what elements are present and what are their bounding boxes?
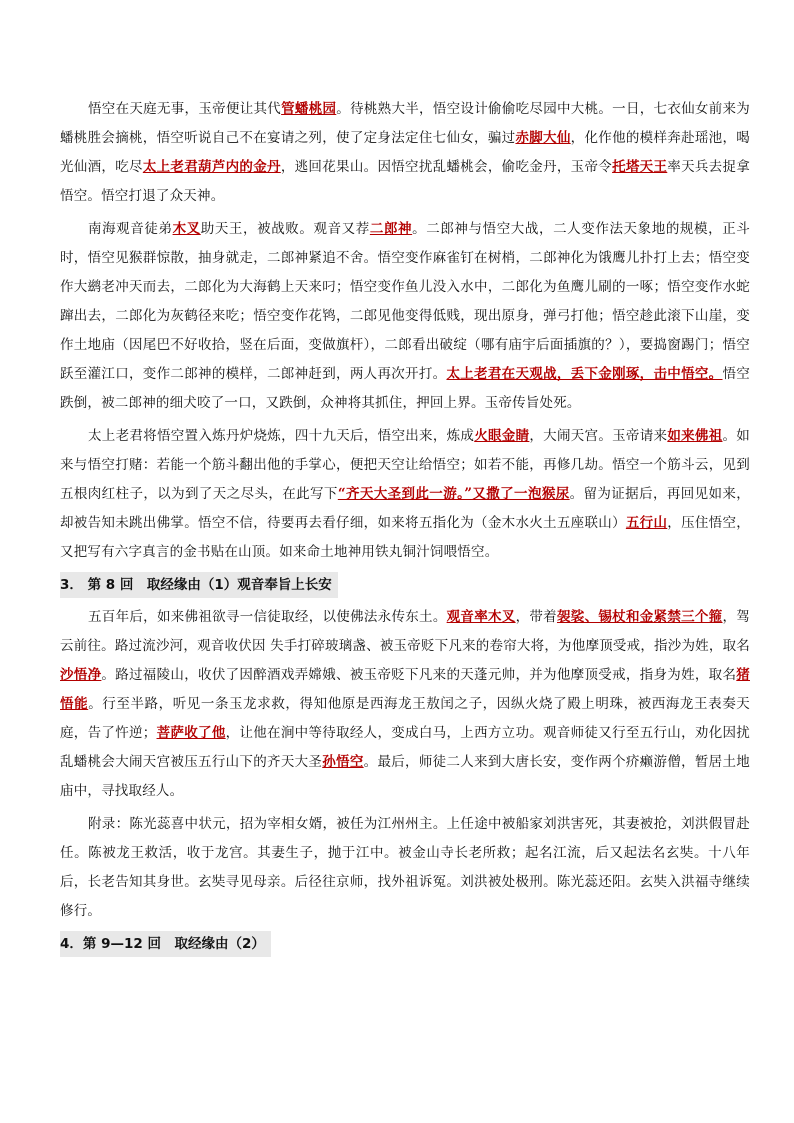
keyword-highlight: 火眼金睛 (474, 428, 530, 444)
keyword-highlight: 菩萨收了他 (156, 725, 226, 741)
text-span: 南海观音徒弟 (88, 221, 173, 237)
keyword-highlight: 赤脚大仙 (515, 130, 571, 146)
text-span: 五百年后，如来佛祖欲寻一信徒取经，以使佛法永传东土。 (88, 609, 447, 625)
text-span: 悟空跌倒，被二郎神的细犬咬了一口，又跌倒，众神将其抓住，押回上界。玉帝传旨处死。 (60, 366, 751, 411)
paragraph-erlang-battle (60, 215, 750, 418)
text-span: 。路过福陵山，收伏了因醉酒戏弄嫦娥、被玉帝贬下凡来的天蓬元帅，并为他摩顶受戒，指身为姓，取名 (101, 667, 737, 683)
text-span: 。留为证据后，再回见如来，却被告知未跳出佛掌。悟空不信，待要再去看仔细，如来将五指化为（金木水火土五座联山） (60, 486, 751, 531)
text-span: ，大闹天宫。玉帝请来 (529, 428, 668, 444)
section-heading-4-wrap (60, 929, 750, 959)
keyword-highlight: 木叉 (172, 221, 201, 237)
keyword-highlight: 袈裟、锡杖和金紧禁三个箍 (556, 609, 723, 625)
text-span: 太上老君将悟空置入炼丹炉烧炼，四十九天后，悟空出来，炼成 (88, 428, 475, 444)
paragraph-five-element-mountain (60, 422, 750, 567)
keyword-highlight: 孙悟空 (322, 754, 364, 770)
text-span: 。如来与悟空打赌：若能一个筋斗翻出他的手掌心，便把天空让给悟空；如若不能，再修几劫。悟空一个筋斗云，见到五根肉红柱子，以为到了天之尽头，在此写下 (60, 428, 750, 502)
section-heading-chapter-8: 3． 第 8 回 取经缘由（1）观音奉旨上长安 (60, 572, 338, 598)
text-span: 。待桃熟大半，悟空设计偷偷吃尽园中大桃。一日，七衣仙女前来为蟠桃胜会摘桃，悟空听说自己不在宴请之列，使了定身法定住七仙女，骗过 (60, 101, 750, 146)
text-span: 助天王，被战败。观音又荐 (200, 221, 370, 237)
keyword-highlight: 猪悟能 (60, 667, 750, 712)
keyword-highlight: 太上老君在天观战，丢下金刚琢，击中悟空。 (446, 366, 723, 382)
paragraph-peach-garden (60, 95, 750, 211)
keyword-highlight: 五行山 (625, 515, 668, 531)
section-heading-3-wrap (60, 570, 750, 600)
text-span: ，化作他的模样奔赴瑶池，喝光仙酒，吃尽 (60, 130, 750, 175)
keyword-highlight: 管蟠桃园 (281, 101, 337, 117)
keyword-highlight: 沙悟净 (60, 667, 102, 683)
text-span: 。行至半路，听见一条玉龙求救，得知他原是西海龙王敖闰之子，因纵火烧了殿上明珠，被西海龙王表奏天庭，告了忤逆； (60, 696, 750, 741)
keyword-highlight: 观音率木叉 (446, 609, 516, 625)
keyword-highlight: 如来佛祖 (667, 428, 723, 444)
text-span: 。二郎神与悟空大战，二人变作法天象地的规模，正斗时，悟空见猴群惊散，抽身就走，二郎神紧追不舍。悟空变作麻雀钉在树梢，二郎神化为饿鹰儿扑打上去；悟空变作大鹚老冲天而去，二郎化为大海鹤上天来叼；悟空变作鱼儿没入水中，二郎化为鱼鹰儿刷的一啄；悟空变作水蛇蹿出去，二郎化为灰鹤径来吃；悟空变作花鸨，二郎见他变得低贱，现出原身，弹弓打他；悟空趁此滚下山崖，变作土地庙（因尾巴不好收拾，竖在后面，变做旗杆），二郎看出破绽（哪有庙宇后面插旗的？），要捣窗踢门；悟空跃至灌江口，变作二郎神的模样，二郎神赶到，两人再次开打。 (60, 221, 750, 382)
section-heading-chapter-9-12: 4．第 9—12 回 取经缘由（2） (60, 931, 271, 957)
text-span: 悟空在天庭无事，玉帝便让其代 (88, 101, 282, 117)
keyword-highlight: 太上老君葫芦内的金丹 (142, 159, 281, 175)
keyword-highlight: “齐天大圣到此一游。”又撒了一泡猴尿 (337, 486, 570, 502)
text-span: ，压住悟空，又把写有六字真言的金书贴在山顶。如来命土地神用铁丸铜汁饲喂悟空。 (60, 515, 750, 560)
text-span: ，让他在涧中等待取经人，变成白马，上西方立功。观音师徒又行至五行山，劝化因扰乱蟠桃会大闹天宫被压五行山下的齐天大圣 (60, 725, 751, 770)
document-body (60, 95, 750, 962)
text-span: ，带着 (515, 609, 557, 625)
paragraph-guanyin-journey (60, 603, 750, 806)
keyword-highlight: 二郎神 (369, 221, 413, 237)
keyword-highlight: 托塔天王 (612, 159, 668, 175)
text-span: ，逃回花果山。因悟空扰乱蟠桃会，偷吃金丹，玉帝令 (280, 159, 613, 175)
paragraph-appendix: 附录：陈光蕊喜中状元，招为宰相女婿，被任为江州州主。上任途中被船家刘洪害死，其妻被抢，刘洪假冒赴任。陈被龙王救活，收于龙宫。其妻生子，抛于江中。被金山寺长老所救；起名江流，后又起法名玄奘。十八年后，长老告知其身世。玄奘寻见母亲。后径往京师，找外祖诉冤。刘洪被处极刑。陈光蕊还阳。玄奘入洪福寺继续修行。 (60, 816, 750, 919)
text-span: 率天兵去捉拿悟空。悟空打退了众天神。 (60, 159, 750, 204)
text-span: ，驾云前往。路过流沙河，观音收伏因 失手打碎玻璃盏、被玉帝贬下凡来的卷帘大将，为他摩顶受戒，指沙为姓，取名 (60, 609, 751, 654)
text-span: 。最后，师徒二人来到大唐长安，变作两个疥癞游僧，暂居土地庙中，寻找取经人。 (60, 754, 750, 799)
